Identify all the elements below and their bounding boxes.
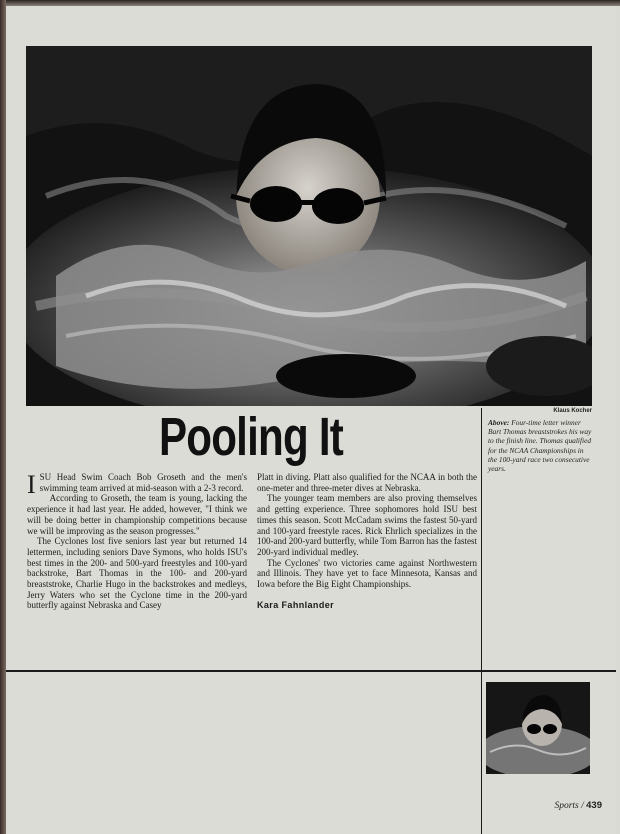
- photo-caption: [488, 418, 592, 473]
- column-divider: [481, 408, 482, 834]
- photo-credit: Klaus Kocher: [553, 408, 592, 414]
- drop-cap: I: [27, 470, 36, 499]
- paragraph: According to Groseth, the team is young, lacking the experience it had last year. He added, however, "I think we will be doing better in championship competitions because we will be improving as the season progresses.": [27, 493, 247, 536]
- paragraph: Platt in diving. Platt also qualified for the NCAA in both the one-meter and three-meter dives at Nebraska.: [257, 472, 477, 493]
- article-column-1: [27, 472, 247, 611]
- paragraph: The Cyclones' two victories came against Northwestern and Illinois. They have yet to face Minnesota, Kansas and Iowa before the Big Eight Championships.: [257, 557, 477, 590]
- article-column-2: [257, 472, 477, 610]
- caption-lead: Above:: [488, 418, 510, 427]
- page-top-edge: [0, 0, 620, 6]
- caption-text: Four-time letter winner Bart Thomas breaststrokes his way to the finish line. Thomas qualified for the NCAA Championships in the 100-yard race two consecutive years.: [488, 418, 592, 474]
- page-folio: [520, 800, 602, 811]
- swimmer-thumbnail: [486, 682, 590, 774]
- paragraph: The Cyclones lost five seniors last year but returned 14 lettermen, including seniors Dave Symons, who holds ISU's best times in the 200- and 500-yard freestyles and 100-yard backstroke, Bart Thomas in the 100- and 200-yard breaststroke, Charlie Hugo in the backstrokes and medleys, Jerry Waters who set the Cyclone time in the 200-yard butterfly against Nebraska and Casey: [27, 536, 247, 611]
- byline: Kara Fahnlander: [257, 599, 335, 610]
- paragraph: ISU Head Swim Coach Bob Groseth and the men's swimming team arrived at mid-season with a 2-3 record.: [27, 470, 247, 499]
- page-binding-edge: [0, 0, 6, 834]
- page-number: 439: [586, 800, 602, 811]
- folio-section: Sports /: [554, 801, 584, 811]
- horizontal-divider: [6, 670, 616, 672]
- headline: Pooling It: [158, 407, 344, 467]
- swimmer-photo: [26, 46, 592, 406]
- paragraph: The younger team members are also proving themselves and getting experience. Three sophomores hold ISU best times this season. Scott McCadam swims the fastest 50-yard and 100-yard freestyle races. Rick Ehrlich specializes in the 100-and 200-yard butterfly, while Tom Barron has the fastest 200-yard individual medley.: [257, 493, 477, 557]
